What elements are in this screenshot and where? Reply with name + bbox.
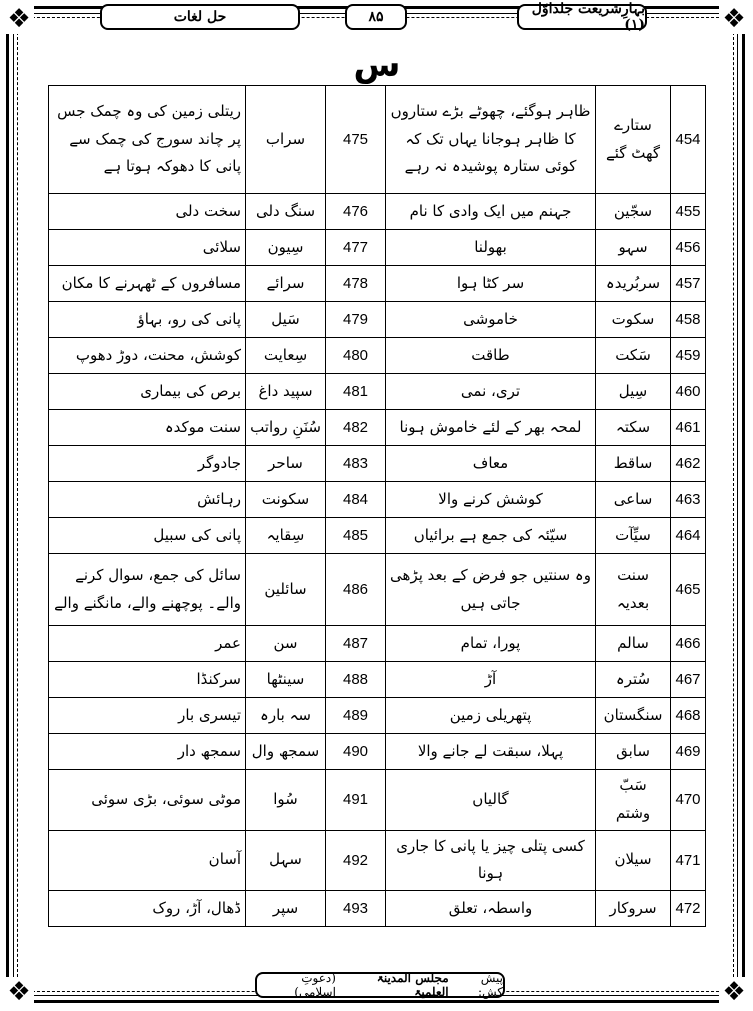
meaning-left: جہنم میں ایک وادی کا نام — [386, 194, 596, 230]
table-row — [49, 338, 706, 374]
table-row — [49, 194, 706, 230]
word-right: سِعایت — [246, 338, 326, 374]
number-left: 455 — [671, 194, 706, 230]
word-right: سہ بارہ — [246, 698, 326, 734]
number-right: 492 — [326, 830, 386, 891]
meaning-left: سر کٹا ہوا — [386, 266, 596, 302]
number-left: 454 — [671, 86, 706, 194]
meaning-left: معاف — [386, 446, 596, 482]
number-left: 471 — [671, 830, 706, 891]
number-right: 476 — [326, 194, 386, 230]
meaning-right: سخت دلی — [49, 194, 246, 230]
number-right: 477 — [326, 230, 386, 266]
number-left: 462 — [671, 446, 706, 482]
meaning-left: ظاہر ہوگئے، چھوٹے بڑے ستاروں کا ظاہر ہوجانا یہاں تک کہ کوئی ستارہ پوشیدہ نہ رہے — [386, 86, 596, 194]
table-row — [49, 374, 706, 410]
meaning-left: آڑ — [386, 662, 596, 698]
table-row — [49, 518, 706, 554]
word-right: سپید داغ — [246, 374, 326, 410]
word-right: سنگ دلی — [246, 194, 326, 230]
meaning-left: تری، نمی — [386, 374, 596, 410]
word-right: سائلین — [246, 554, 326, 626]
word-right: سپر — [246, 891, 326, 927]
word-right: سِقایہ — [246, 518, 326, 554]
table-row — [49, 266, 706, 302]
table-row — [49, 830, 706, 891]
number-right: 481 — [326, 374, 386, 410]
meaning-right: برص کی بیماری — [49, 374, 246, 410]
number-left: 465 — [671, 554, 706, 626]
number-left: 472 — [671, 891, 706, 927]
meaning-right: جادوگر — [49, 446, 246, 482]
word-right: سُنَنِ رواتب — [246, 410, 326, 446]
word-left: سابق — [596, 734, 671, 770]
header-section-title: حل لغات — [100, 4, 300, 30]
word-right: ساحر — [246, 446, 326, 482]
word-right: سکونت — [246, 482, 326, 518]
word-left: سِیل — [596, 374, 671, 410]
meaning-right: ریتلی زمین کی وہ چمک جس پر چاند سورج کی چمک سے پانی کا دھوکہ ہوتا ہے — [49, 86, 246, 194]
number-left: 464 — [671, 518, 706, 554]
table-row — [49, 698, 706, 734]
meaning-right: تیسری بار — [49, 698, 246, 734]
word-left: سنت بعدیہ — [596, 554, 671, 626]
meaning-right: سائل کی جمع، سوال کرنے والے۔ پوچھنے والے، مانگنے والے — [49, 554, 246, 626]
word-left: سُترہ — [596, 662, 671, 698]
meaning-right: ڈھال، آڑ، روک — [49, 891, 246, 927]
table-row — [49, 410, 706, 446]
footer-org: مجلس المدینۃ العلمیۃ — [376, 971, 449, 999]
number-right: 478 — [326, 266, 386, 302]
number-right: 493 — [326, 891, 386, 927]
glossary-table — [48, 85, 706, 927]
meaning-right: آسان — [49, 830, 246, 891]
word-left: سیلان — [596, 830, 671, 891]
word-left: ستارے گھٹ گئے — [596, 86, 671, 194]
number-right: 483 — [326, 446, 386, 482]
number-right: 489 — [326, 698, 386, 734]
number-left: 470 — [671, 770, 706, 831]
table-row — [49, 554, 706, 626]
word-right: سرائے — [246, 266, 326, 302]
table-row — [49, 626, 706, 662]
corner-ornament-icon: ❖ — [4, 977, 34, 1007]
section-letter-heading: س — [353, 45, 401, 85]
footer-publisher — [255, 972, 505, 998]
word-right: سن — [246, 626, 326, 662]
meaning-right: سمجھ دار — [49, 734, 246, 770]
word-right: سَیل — [246, 302, 326, 338]
number-left: 463 — [671, 482, 706, 518]
word-left: سکتہ — [596, 410, 671, 446]
number-left: 461 — [671, 410, 706, 446]
word-right: سِیون — [246, 230, 326, 266]
table-row — [49, 482, 706, 518]
meaning-right: پانی کی سبیل — [49, 518, 246, 554]
meaning-right: مسافروں کے ٹھہرنے کا مکان — [49, 266, 246, 302]
table-row — [49, 891, 706, 927]
table-row — [49, 662, 706, 698]
word-left: سَبّ وشتم — [596, 770, 671, 831]
meaning-right: رہائش — [49, 482, 246, 518]
number-right: 491 — [326, 770, 386, 831]
number-right: 482 — [326, 410, 386, 446]
word-left: سہو — [596, 230, 671, 266]
number-right: 487 — [326, 626, 386, 662]
number-right: 484 — [326, 482, 386, 518]
meaning-left: خاموشی — [386, 302, 596, 338]
number-left: 468 — [671, 698, 706, 734]
word-left: ساعی — [596, 482, 671, 518]
word-left: سَکت — [596, 338, 671, 374]
number-right: 486 — [326, 554, 386, 626]
meaning-left: پہلا، سبقت لے جانے والا — [386, 734, 596, 770]
table-row — [49, 734, 706, 770]
word-left: سجّین — [596, 194, 671, 230]
meaning-left: بھولنا — [386, 230, 596, 266]
meaning-left: کوشش کرنے والا — [386, 482, 596, 518]
word-left: سالم — [596, 626, 671, 662]
table-row — [49, 302, 706, 338]
number-right: 488 — [326, 662, 386, 698]
word-left: سیِّآت — [596, 518, 671, 554]
word-left: سروکار — [596, 891, 671, 927]
corner-ornament-icon: ❖ — [4, 4, 34, 34]
number-left: 460 — [671, 374, 706, 410]
meaning-left: طاقت — [386, 338, 596, 374]
meaning-left: پورا، تمام — [386, 626, 596, 662]
meaning-left: لمحہ بھر کے لئے خاموش ہونا — [386, 410, 596, 446]
meaning-right: موٹی سوئی، بڑی سوئی — [49, 770, 246, 831]
footer-prefix: پیش کش: — [477, 971, 503, 999]
meaning-left: پتھریلی زمین — [386, 698, 596, 734]
word-right: سُوا — [246, 770, 326, 831]
number-left: 458 — [671, 302, 706, 338]
corner-ornament-icon: ❖ — [719, 4, 749, 34]
word-left: ساقط — [596, 446, 671, 482]
number-right: 485 — [326, 518, 386, 554]
number-left: 457 — [671, 266, 706, 302]
meaning-right: پانی کی رو، بہاؤ — [49, 302, 246, 338]
table-row — [49, 230, 706, 266]
word-left: سکوت — [596, 302, 671, 338]
footer-suffix: (دعوتِ اسلامی) — [294, 971, 336, 999]
number-right: 480 — [326, 338, 386, 374]
meaning-right: کوشش، محنت، دوڑ دھوپ — [49, 338, 246, 374]
meaning-right: سرکنڈا — [49, 662, 246, 698]
number-left: 456 — [671, 230, 706, 266]
number-left: 459 — [671, 338, 706, 374]
word-right: سمجھ وال — [246, 734, 326, 770]
table-row — [49, 86, 706, 194]
meaning-left: گالیاں — [386, 770, 596, 831]
number-right: 490 — [326, 734, 386, 770]
number-left: 466 — [671, 626, 706, 662]
meaning-left: واسطہ، تعلق — [386, 891, 596, 927]
meaning-right: سلائی — [49, 230, 246, 266]
meaning-left: سیّئہ کی جمع ہے برائیاں — [386, 518, 596, 554]
header-book-title: بہارِشریعت جلداوّل (۱) — [517, 4, 647, 30]
page-number: ۸۵ — [345, 4, 407, 30]
number-left: 467 — [671, 662, 706, 698]
meaning-right: عمر — [49, 626, 246, 662]
word-right: سہل — [246, 830, 326, 891]
meaning-left: کسی پتلی چیز یا پانی کا جاری ہونا — [386, 830, 596, 891]
corner-ornament-icon: ❖ — [719, 977, 749, 1007]
word-right: سینٹھا — [246, 662, 326, 698]
meaning-left: وہ سنتیں جو فرض کے بعد پڑھی جاتی ہیں — [386, 554, 596, 626]
word-left: سربُریدہ — [596, 266, 671, 302]
number-left: 469 — [671, 734, 706, 770]
word-right: سراب — [246, 86, 326, 194]
table-row — [49, 446, 706, 482]
number-right: 475 — [326, 86, 386, 194]
number-right: 479 — [326, 302, 386, 338]
table-row — [49, 770, 706, 831]
word-left: سنگستان — [596, 698, 671, 734]
meaning-right: سنت موکدہ — [49, 410, 246, 446]
